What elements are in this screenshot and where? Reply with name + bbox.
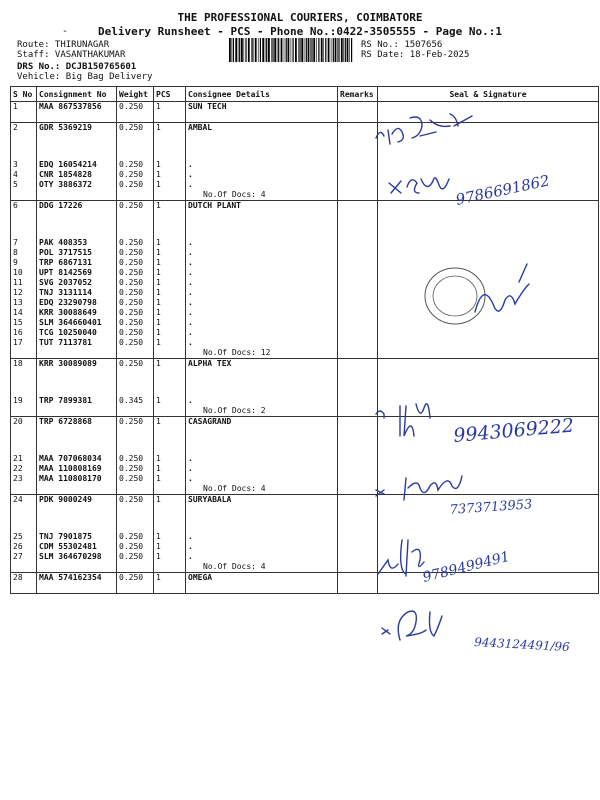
no-of-docs: No.Of Docs: 4 (203, 562, 266, 571)
consignee-value: . (188, 532, 193, 541)
barcode-bar (255, 38, 257, 62)
weight-value: 0.250 (119, 160, 144, 169)
signature-7 (378, 594, 600, 654)
table-row-group (11, 201, 599, 359)
barcode-bar (241, 38, 243, 62)
consignee-value: SUN TECH (188, 102, 227, 111)
runsheet-title: Delivery Runsheet - PCS - Phone No.:0422-3505555 - Page No.:1 (98, 25, 502, 38)
cell-weight (117, 417, 154, 495)
consignee-value: . (188, 288, 193, 297)
pcs-value: 1 (156, 417, 161, 426)
pcs-value: 1 (156, 238, 161, 247)
cell-consignment-no (37, 201, 117, 359)
consignee-value: SURYABALA (188, 495, 232, 504)
weight-value: 0.250 (119, 308, 144, 317)
consignment-no-value: SLM 364660401 (39, 318, 102, 327)
barcode-bar (311, 38, 312, 62)
barcode-bar (335, 38, 337, 62)
cell-weight (117, 573, 154, 594)
table-header (11, 87, 599, 102)
col-seal-signature: Seal & Signature (378, 87, 599, 102)
sno-value: 11 (13, 278, 23, 287)
consignment-no-value: TCG 10250040 (39, 328, 97, 337)
consignment-no-value: UPT 8142569 (39, 268, 92, 277)
barcode-bar (345, 38, 346, 62)
staff: Staff: VASANTHAKUMAR (17, 50, 126, 60)
consignee-value: . (188, 268, 193, 277)
sno-value: 27 (13, 552, 23, 561)
table-row-group (11, 573, 599, 594)
barcode-bar (337, 38, 338, 62)
consignment-no-value: TRP 6728868 (39, 417, 92, 426)
company-name: THE PROFESSIONAL COURIERS, COIMBATORE (177, 11, 423, 24)
barcode-bar (229, 38, 231, 62)
consignee-value: CASAGRAND (188, 417, 232, 426)
consignee-value: . (188, 170, 193, 179)
barcode-bar (301, 38, 303, 62)
weight-value: 0.250 (119, 495, 144, 504)
cell-remarks (338, 359, 378, 417)
weight-value: 0.250 (119, 359, 144, 368)
cell-remarks (338, 573, 378, 594)
sno-value: 19 (13, 396, 23, 405)
cell-weight (117, 359, 154, 417)
pcs-value: 1 (156, 180, 161, 189)
vehicle: Vehicle: Big Bag Delivery (17, 72, 153, 82)
weight-value: 0.250 (119, 338, 144, 347)
cell-remarks (338, 102, 378, 123)
cell-pcs (154, 417, 186, 495)
barcode-bar (351, 38, 352, 62)
barcode-bar (278, 38, 279, 62)
cell-sno (11, 123, 37, 201)
signature-phone-4: 9943069222 (452, 414, 575, 447)
rs-date: RS Date: 18-Feb-2025 (361, 50, 470, 60)
barcode-bar (349, 38, 350, 62)
weight-value: 0.250 (119, 417, 144, 426)
barcode-bar (331, 38, 332, 62)
barcode-bar (288, 38, 290, 62)
barcode-bar (284, 38, 285, 62)
col-pcs: PCS (154, 87, 186, 102)
consignment-no-value: TNJ 3131114 (39, 288, 92, 297)
pcs-value: 1 (156, 268, 161, 277)
weight-value: 0.250 (119, 474, 144, 483)
consignee-value: . (188, 542, 193, 551)
consignee-value: . (188, 338, 193, 347)
pcs-value: 1 (156, 338, 161, 347)
weight-value: 0.250 (119, 288, 144, 297)
cell-sno (11, 102, 37, 123)
pcs-value: 1 (156, 495, 161, 504)
route: Route: THIRUNAGAR (17, 40, 110, 50)
barcode-bar (298, 38, 299, 62)
consignee-value: ALPHA TEX (188, 359, 232, 368)
pcs-value: 1 (156, 248, 161, 257)
table-row-group (11, 102, 599, 123)
pcs-value: 1 (156, 573, 161, 582)
weight-value: 0.250 (119, 201, 144, 210)
barcode-bar (274, 38, 276, 62)
cell-remarks (338, 495, 378, 573)
consignment-no-value: CDM 55302481 (39, 542, 97, 551)
barcode-bar (268, 38, 270, 62)
cell-sno (11, 359, 37, 417)
consignee-value: . (188, 160, 193, 169)
consignment-no-value: MAA 707068034 (39, 454, 102, 463)
header-dash: - (62, 26, 69, 37)
sno-value: 1 (13, 102, 18, 111)
weight-value: 0.250 (119, 123, 144, 132)
pcs-value: 1 (156, 474, 161, 483)
weight-value: 0.250 (119, 454, 144, 463)
no-of-docs: No.Of Docs: 2 (203, 406, 266, 415)
consignment-no-value: TRP 6867131 (39, 258, 92, 267)
barcode-bar (245, 38, 246, 62)
consignee-value: . (188, 464, 193, 473)
pcs-value: 1 (156, 464, 161, 473)
pcs-value: 1 (156, 288, 161, 297)
consignee-value: . (188, 318, 193, 327)
cell-pcs (154, 123, 186, 201)
sno-value: 12 (13, 288, 23, 297)
barcode-bar (260, 38, 261, 62)
barcode (229, 38, 354, 62)
consignment-no-value: MAA 110808169 (39, 464, 102, 473)
sno-value: 24 (13, 495, 23, 504)
signature-phone-7: 9443124491/96 (473, 635, 571, 654)
barcode-bar (321, 38, 323, 62)
sno-value: 18 (13, 359, 23, 368)
cell-remarks (338, 417, 378, 495)
consignment-no-value: EDQ 16054214 (39, 160, 97, 169)
sno-value: 26 (13, 542, 23, 551)
sno-value: 28 (13, 573, 23, 582)
pcs-value: 1 (156, 160, 161, 169)
barcode-bar (293, 38, 294, 62)
sno-value: 14 (13, 308, 23, 317)
sno-value: 25 (13, 532, 23, 541)
cell-consignee (186, 201, 338, 359)
cell-consignment-no (37, 102, 117, 123)
consignment-no-value: GDR 5369219 (39, 123, 92, 132)
no-of-docs: No.Of Docs: 12 (203, 348, 271, 357)
consignment-no-value: MAA 110808170 (39, 474, 102, 483)
col-weight: Weight (117, 87, 154, 102)
barcode-bar (244, 38, 245, 62)
consignment-no-value: OTY 3886372 (39, 180, 92, 189)
weight-value: 0.345 (119, 396, 144, 405)
pcs-value: 1 (156, 298, 161, 307)
pcs-value: 1 (156, 318, 161, 327)
cell-consignee (186, 123, 338, 201)
cell-remarks (338, 123, 378, 201)
consignment-no-value: MAA 867537856 (39, 102, 102, 111)
pcs-value: 1 (156, 359, 161, 368)
consignee-value: . (188, 180, 193, 189)
sno-value: 9 (13, 258, 18, 267)
consignee-value: . (188, 474, 193, 483)
barcode-bar (248, 38, 250, 62)
col-remarks: Remarks (338, 87, 378, 102)
consignee-value: . (188, 328, 193, 337)
weight-value: 0.250 (119, 278, 144, 287)
pcs-value: 1 (156, 542, 161, 551)
barcode-bar (286, 38, 287, 62)
consignment-no-value: TRP 7899381 (39, 396, 92, 405)
barcode-bar (272, 38, 273, 62)
signature-phone-6: 9789499491 (421, 548, 512, 586)
pcs-value: 1 (156, 102, 161, 111)
weight-value: 0.250 (119, 170, 144, 179)
consignment-no-value: EDQ 23290798 (39, 298, 97, 307)
pcs-value: 1 (156, 278, 161, 287)
barcode-bar (347, 38, 349, 62)
weight-value: 0.250 (119, 298, 144, 307)
consignment-no-value: MAA 574162354 (39, 573, 102, 582)
barcode-bar (310, 38, 311, 62)
weight-value: 0.250 (119, 542, 144, 551)
cell-consignee (186, 573, 338, 594)
barcode-bar (328, 38, 330, 62)
no-of-docs (188, 583, 335, 593)
weight-value: 0.250 (119, 268, 144, 277)
barcode-bar (235, 38, 237, 62)
weight-value: 0.250 (119, 248, 144, 257)
sno-value: 4 (13, 170, 18, 179)
cell-weight (117, 102, 154, 123)
barcode-bar (316, 38, 317, 62)
sno-value: 20 (13, 417, 23, 426)
barcode-bar (251, 38, 252, 62)
sno-value: 21 (13, 454, 23, 463)
table-row-group (11, 123, 599, 201)
barcode-bar (306, 38, 307, 62)
sno-value: 17 (13, 338, 23, 347)
consignment-no-value: KRR 30088649 (39, 308, 97, 317)
barcode-bar (265, 38, 266, 62)
sno-value: 13 (13, 298, 23, 307)
cell-weight (117, 495, 154, 573)
table-row-group (11, 359, 599, 417)
cell-consignment-no (37, 495, 117, 573)
barcode-bar (277, 38, 278, 62)
table-row-group (11, 495, 599, 573)
consignment-no-value: TNJ 7901875 (39, 532, 92, 541)
cell-seal-signature (378, 201, 599, 359)
consignee-value: . (188, 278, 193, 287)
cell-sno (11, 495, 37, 573)
cell-pcs (154, 201, 186, 359)
consignee-value: . (188, 308, 193, 317)
rs-number: RS No.: 1507656 (361, 40, 443, 50)
sno-value: 6 (13, 201, 18, 210)
consignment-no-value: PAK 408353 (39, 238, 88, 247)
col-sno: S No (11, 87, 37, 102)
cell-pcs (154, 573, 186, 594)
pcs-value: 1 (156, 258, 161, 267)
barcode-bar (299, 38, 300, 62)
barcode-bar (258, 38, 259, 62)
weight-value: 0.250 (119, 318, 144, 327)
weight-value: 0.250 (119, 180, 144, 189)
consignee-value: OMEGA (188, 573, 213, 582)
barcode-bar (325, 38, 326, 62)
sno-value: 7 (13, 238, 18, 247)
pcs-value: 1 (156, 123, 161, 132)
weight-value: 0.250 (119, 258, 144, 267)
cell-consignee (186, 495, 338, 573)
barcode-bar (271, 38, 272, 62)
cell-weight (117, 123, 154, 201)
barcode-bar (239, 38, 240, 62)
weight-value: 0.250 (119, 238, 144, 247)
cell-consignee (186, 417, 338, 495)
pcs-value: 1 (156, 454, 161, 463)
consignee-value: DUTCH PLANT (188, 201, 241, 210)
pcs-value: 1 (156, 396, 161, 405)
pcs-value: 1 (156, 308, 161, 317)
runsheet-table (10, 86, 599, 594)
barcode-bar (323, 38, 324, 62)
pcs-value: 1 (156, 532, 161, 541)
consignment-no-value: PDK 9000249 (39, 495, 92, 504)
consignee-value: . (188, 454, 193, 463)
sno-value: 2 (13, 123, 18, 132)
sno-value: 22 (13, 464, 23, 473)
weight-value: 0.250 (119, 464, 144, 473)
consignee-value: . (188, 238, 193, 247)
pcs-value: 1 (156, 328, 161, 337)
cell-sno (11, 201, 37, 359)
barcode-bar (341, 38, 343, 62)
barcode-bar (333, 38, 334, 62)
barcode-bar (232, 38, 233, 62)
pcs-value: 1 (156, 201, 161, 210)
weight-value: 0.250 (119, 102, 144, 111)
consignee-value: . (188, 258, 193, 267)
col-consignee: Consignee Details (186, 87, 338, 102)
cell-seal-signature (378, 573, 599, 594)
weight-value: 0.250 (119, 328, 144, 337)
cell-consignment-no (37, 573, 117, 594)
cell-remarks (338, 201, 378, 359)
consignment-no-value: KRR 30089089 (39, 359, 97, 368)
sno-value: 16 (13, 328, 23, 337)
cell-consignee (186, 102, 338, 123)
consignment-no-value: DDG 17226 (39, 201, 83, 210)
sno-value: 3 (13, 160, 18, 169)
cell-seal-signature (378, 102, 599, 123)
consignment-no-value: TUT 7113781 (39, 338, 92, 347)
pcs-value: 1 (156, 552, 161, 561)
cell-pcs (154, 102, 186, 123)
signature-phone-2: 9786691862 (454, 171, 552, 209)
sno-value: 5 (13, 180, 18, 189)
cell-weight (117, 201, 154, 359)
barcode-bar (304, 38, 305, 62)
consignment-no-value: POL 3717515 (39, 248, 92, 257)
cell-seal-signature (378, 123, 599, 201)
cell-consignment-no (37, 417, 117, 495)
barcode-bar (318, 38, 319, 62)
table-row-group (11, 417, 599, 495)
barcode-bar (343, 38, 344, 62)
cell-sno (11, 573, 37, 594)
sno-value: 8 (13, 248, 18, 257)
barcode-bar (338, 38, 339, 62)
sno-value: 15 (13, 318, 23, 327)
consignee-value: AMBAL (188, 123, 213, 132)
barcode-bar (295, 38, 297, 62)
barcode-bar (291, 38, 292, 62)
consignee-value: . (188, 248, 193, 257)
no-of-docs: No.Of Docs: 4 (203, 484, 266, 493)
consignee-value: . (188, 552, 193, 561)
barcode-bar (308, 38, 310, 62)
barcode-bar (233, 38, 234, 62)
col-consignment: Consignment No (37, 87, 117, 102)
cell-seal-signature (378, 414, 599, 495)
consignment-no-value: SLM 364670298 (39, 552, 102, 561)
pcs-value: 1 (156, 170, 161, 179)
barcode-bar (313, 38, 315, 62)
consignee-value: . (188, 396, 193, 405)
cell-consignment-no (37, 359, 117, 417)
weight-value: 0.250 (119, 552, 144, 561)
no-of-docs: No.Of Docs: 4 (203, 190, 266, 199)
sno-value: 23 (13, 474, 23, 483)
barcode-bar (252, 38, 253, 62)
consignment-no-value: CNR 1854828 (39, 170, 92, 179)
cell-consignee (186, 359, 338, 417)
barcode-bar (281, 38, 283, 62)
consignee-value: . (188, 298, 193, 307)
barcode-bar (266, 38, 267, 62)
drs-number: DRS No.: DCJB150765601 (17, 62, 137, 72)
barcode-bar (262, 38, 264, 62)
barcode-bar (238, 38, 239, 62)
cell-pcs (154, 359, 186, 417)
cell-consignment-no (37, 123, 117, 201)
cell-pcs (154, 495, 186, 573)
sno-value: 10 (13, 268, 23, 277)
weight-value: 0.250 (119, 573, 144, 582)
cell-seal-signature (378, 359, 599, 417)
signature-phone-5: 7373713953 (449, 497, 533, 518)
weight-value: 0.250 (119, 532, 144, 541)
no-of-docs (188, 112, 335, 122)
cell-seal-signature (378, 495, 599, 573)
consignment-no-value: SVG 2037052 (39, 278, 92, 287)
cell-sno (11, 417, 37, 495)
